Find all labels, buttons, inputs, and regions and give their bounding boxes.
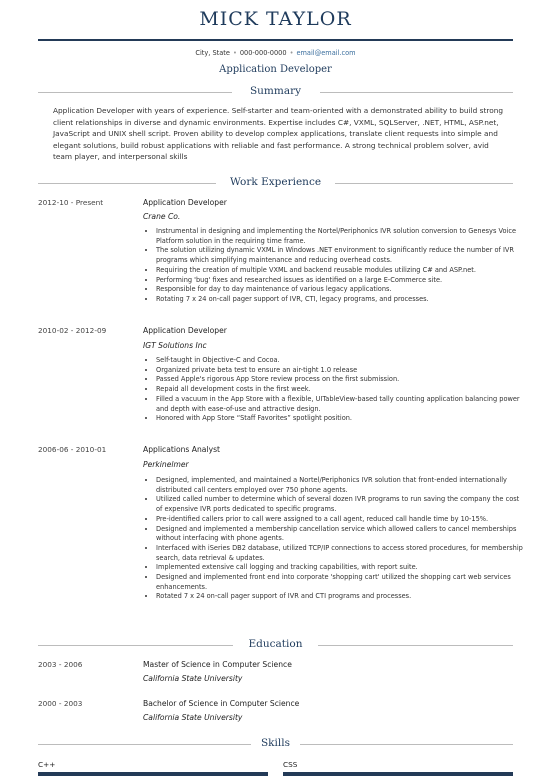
skill-level-bar	[38, 772, 268, 776]
section-rule	[38, 183, 216, 184]
skill-level-fill	[283, 772, 513, 776]
job-title: Application Developer	[143, 326, 227, 335]
section-rule	[318, 645, 513, 646]
list-item: • Designed and implemented front end into corporate 'shopping cart' utilized the shopping cart web services enhancements.	[156, 573, 526, 592]
job-bullets	[143, 476, 526, 602]
list-item: • Organized private beta test to ensure an air-tight 1.0 release	[156, 366, 526, 376]
list-item: • Rotated 7 x 24 on-call pager support of IVR and CTI programs and processes.	[156, 592, 526, 602]
list-item: • Filled a vacuum in the App Store with a flexible, UITableView-based tally counting application balancing power and depth with ease-of-use and attractive design.	[156, 395, 526, 414]
job-dates: 2006-06 - 2010-01	[38, 445, 107, 454]
job-dates: 2012-10 - Present	[38, 198, 104, 207]
contact-separator: •	[232, 49, 237, 57]
skill-name: C++	[38, 760, 56, 769]
list-item: • Pre-identified callers prior to call were assigned to a call agent, reduced call handle time by 10-15%.	[156, 515, 526, 525]
contact-phone: 000-000-0000	[239, 49, 287, 57]
job-title: Applications Analyst	[143, 445, 220, 454]
list-item: • Passed Apple's rigorous App Store review process on the first submission.	[156, 375, 526, 385]
section-rule	[335, 183, 513, 184]
list-item: • Requiring the creation of multiple VXML and backend reusable modules utilizing C# and ASP.net.	[156, 266, 526, 276]
list-item: • Instrumental in designing and implementing the Nortel/Periphonics IVR solution conversion to Genesys Voice Platform solution in the requiring time frame.	[156, 227, 526, 246]
section-rule	[38, 92, 232, 93]
section-title-skills: Skills	[260, 737, 291, 749]
education-degree: Master of Science in Computer Science	[143, 660, 292, 669]
job-bullets	[143, 227, 526, 305]
list-item: • Performing 'bug' fixes and researched issues as identified on a large E-Commerce site.	[156, 276, 526, 286]
summary-text: Application Developer with years of experience. Self-starter and team-oriented with a demonstrated ability to build strong client relationships in diverse and dynamic environments. Expertise includes C#, VXML, SQLServer, .NET, HTML, ASP.net, JavaScript and UNIX shell script. Proven ability to develop complex applications, translate client requests into simple and elegant solutions, build robust applications with reliable and fast performance. A strong technical problem solver, avid team player, and interpersonal skills	[53, 106, 504, 162]
section-title-summary: Summary	[249, 85, 302, 97]
list-item: • Repaid all development costs in the first week.	[156, 385, 526, 395]
education-dates: 2000 - 2003	[38, 699, 83, 708]
job-company: IGT Solutions Inc	[143, 341, 207, 350]
header-rule	[38, 39, 513, 41]
education-degree: Bachelor of Science in Computer Science	[143, 699, 300, 708]
headline: Application Developer	[219, 64, 332, 75]
section-title-work-experience: Work Experience	[229, 176, 322, 188]
education-school: California State University	[143, 674, 243, 683]
list-item: • The solution utilizing dynamic VXML in Windows .NET environment to significantly reduce the number of IVR programs which simplifying maintenance and reducing overhead costs.	[156, 246, 526, 265]
list-item: • Rotating 7 x 24 on-call pager support of IVR, CTI, legacy programs, and processes.	[156, 295, 526, 305]
skill-level-fill	[38, 772, 268, 776]
list-item: • Responsible for day to day maintenance of various legacy applications.	[156, 285, 526, 295]
job-company: Crane Co.	[143, 212, 181, 221]
job-bullets	[143, 356, 526, 424]
job-dates: 2010-02 - 2012-09	[38, 326, 107, 335]
section-title-education: Education	[248, 638, 303, 650]
contact-email-link[interactable]: email@email.com	[296, 49, 356, 57]
education-dates: 2003 - 2006	[38, 660, 83, 669]
contact-location: City, State	[195, 49, 230, 57]
section-rule	[38, 744, 251, 745]
list-item: • Honored with App Store “Staff Favorites” spotlight position.	[156, 414, 526, 424]
job-title: Application Developer	[143, 198, 227, 207]
section-rule	[320, 92, 513, 93]
skill-level-bar	[283, 772, 513, 776]
list-item: • Designed and implemented a membership cancellation service which allowed callers to cancel memberships without interfacing with phone agents.	[156, 525, 526, 544]
contact-line	[0, 49, 551, 57]
section-rule	[38, 645, 233, 646]
contact-separator: •	[289, 49, 294, 57]
skill-name: CSS	[283, 760, 298, 769]
list-item: • Designed, implemented, and maintained a Nortel/Periphonics IVR solution that front-ended internationally distributed call centers employed over 750 phone agents.	[156, 476, 526, 495]
job-company: Perkinelmer	[143, 460, 189, 469]
list-item: • Interfaced with iSeries DB2 database, utilized TCP/IP connections to access stored procedures, for membership search, data retrieval & updates.	[156, 544, 526, 563]
list-item: • Implemented extensive call logging and tracking capabilities, with report suite.	[156, 563, 526, 573]
list-item: • Utilized called number to determine which of several dozen IVR programs to run saving the company the cost of expensive IVR ports dedicated to specific programs.	[156, 495, 526, 514]
education-school: California State University	[143, 713, 243, 722]
list-item: • Self-taught in Objective-C and Cocoa.	[156, 356, 526, 366]
section-rule	[300, 744, 513, 745]
candidate-name: MICK TAYLOR	[199, 8, 352, 30]
